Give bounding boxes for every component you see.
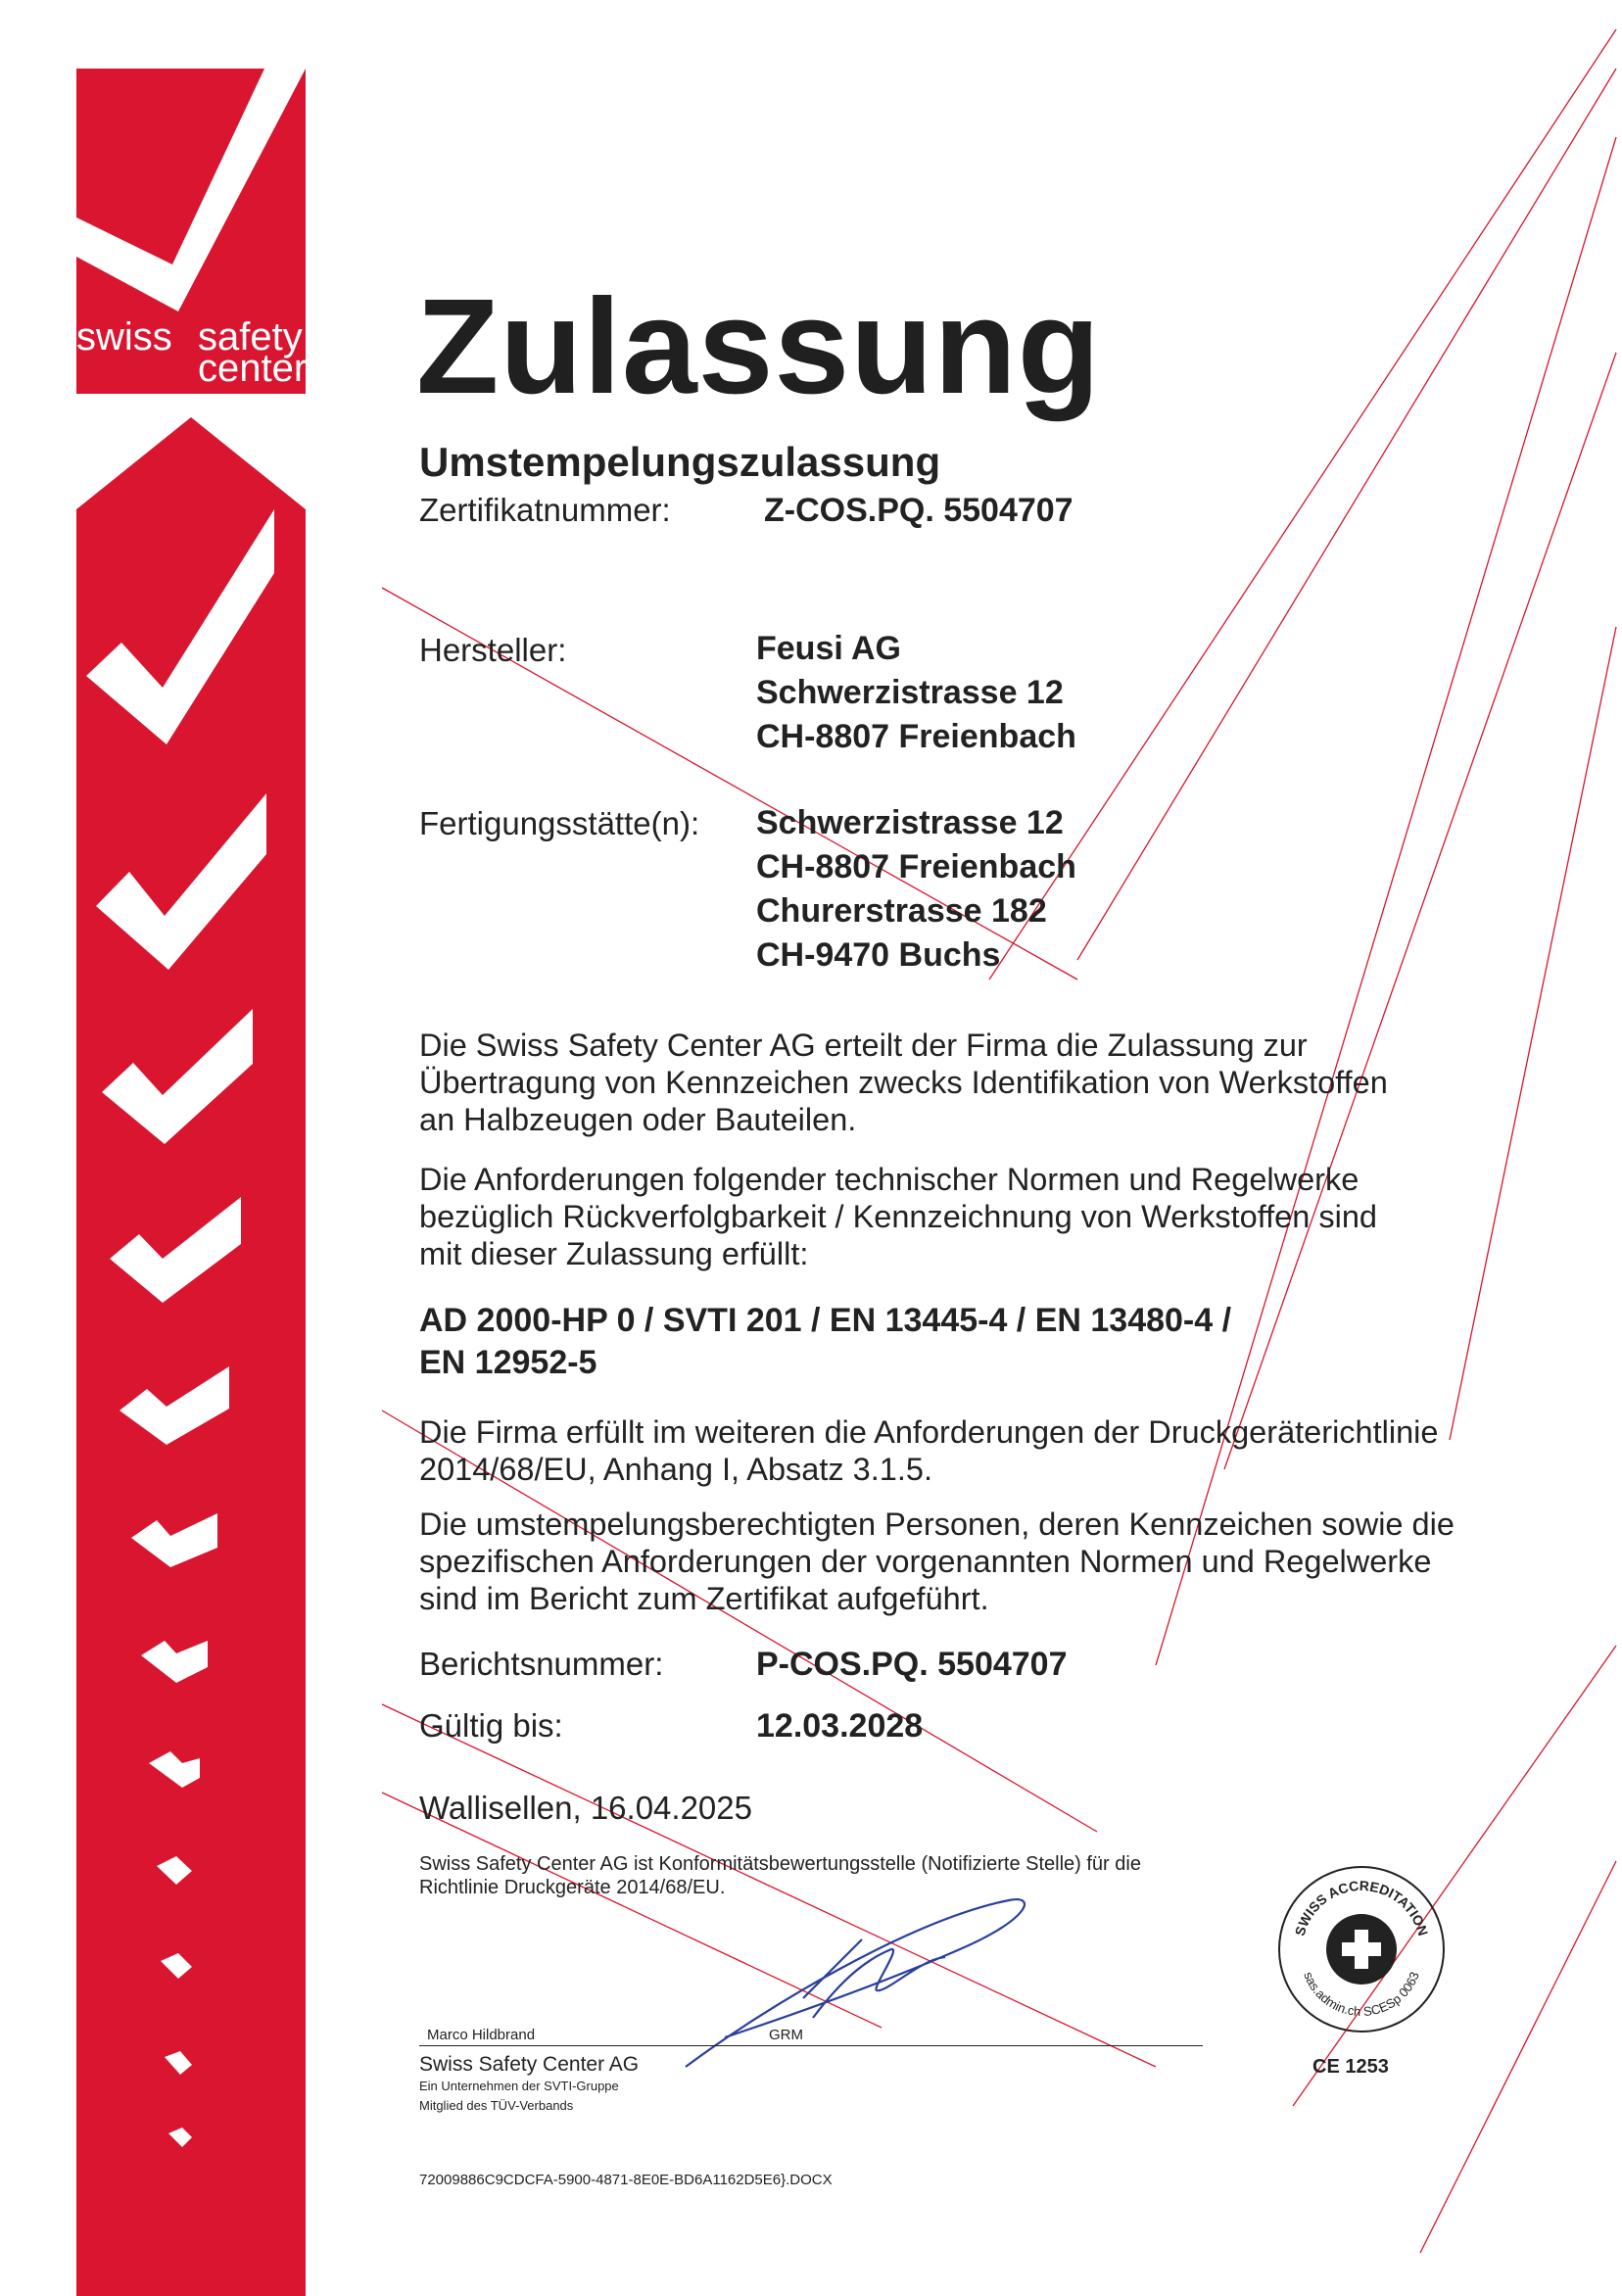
manufacturer-line: Feusi AG bbox=[756, 630, 901, 667]
manufacturer-address bbox=[756, 627, 1076, 759]
signature bbox=[666, 1881, 1058, 2077]
manufacturer-line: CH-8807 Freienbach bbox=[756, 718, 1076, 755]
report-number-label: Berichtsnummer: bbox=[419, 1646, 664, 1682]
sites-label: Fertigungsstätte(n): bbox=[419, 805, 700, 841]
place-and-date: Wallisellen, 16.04.2025 bbox=[419, 1790, 752, 1826]
signer-initials: GRM bbox=[769, 2027, 803, 2043]
company-name: Swiss Safety Center AG bbox=[419, 2053, 640, 2076]
cert-number-label: Zertifikatnummer: bbox=[419, 492, 671, 528]
paragraph-persons: Die umstempelungsberechtigten Personen, deren Kennzeichen sowie die spezifischen Anforderungen der vorgenannten Normen und Regelwerke sind im Bericht zum Zertifikat aufgeführt. bbox=[419, 1507, 1455, 1616]
file-reference: 72009886C9CDCFA-5900-4871-8E0E-BD6A1162D5E6}.DOCX bbox=[419, 2172, 833, 2188]
norms-line-1: AD 2000-HP 0 / SVTI 201 / EN 13445-4 / EN 13480-4 / bbox=[419, 1302, 1232, 1339]
logo-word-swiss: swiss bbox=[76, 315, 172, 359]
norms-list bbox=[419, 1300, 1231, 1384]
document-subtitle: Umstempelungszulassung bbox=[419, 439, 941, 485]
valid-until-label: Gültig bis: bbox=[419, 1707, 563, 1744]
document-title: Zulassung bbox=[416, 271, 1102, 422]
cert-number-value: Z-COS.PQ. 5504707 bbox=[764, 492, 1073, 529]
valid-until-value: 12.03.2028 bbox=[756, 1707, 924, 1745]
seal-top-text: SWISS ACCREDITATION bbox=[1291, 1877, 1432, 1938]
signer-name: Marco Hildbrand bbox=[427, 2027, 536, 2043]
seal-bottom-text: sas.admin.ch SCESp 0063 bbox=[1301, 1969, 1422, 2020]
manufacturer-label: Hersteller: bbox=[419, 632, 567, 668]
report-number-value: P-COS.PQ. 5504707 bbox=[756, 1646, 1068, 1683]
paragraph-pressure-directive: Die Firma erfüllt im weiteren die Anforderungen der Druckgeräterichtlinie 2014/68/EU, Anhang I, Absatz 3.1.5. bbox=[419, 1414, 1439, 1487]
site-line: CH-9470 Buchs bbox=[756, 936, 1001, 974]
site-line: Schwerzistrasse 12 bbox=[756, 804, 1064, 841]
norms-line-2: EN 12952-5 bbox=[419, 1344, 597, 1381]
sites-address bbox=[756, 801, 1076, 978]
ce-mark: CE 1253 bbox=[1312, 2056, 1389, 2078]
company-group: Ein Unternehmen der SVTI-Gruppe bbox=[419, 2079, 619, 2093]
logo-word-safety: safety bbox=[198, 315, 303, 359]
site-line: Churerstrasse 182 bbox=[756, 892, 1047, 930]
paragraph-approval: Die Swiss Safety Center AG erteilt der Firma die Zulassung zur Übertragung von Kennzeichen zwecks Identifikation von Werkstoffen an Halbzeugen oder Bauteilen. bbox=[419, 1028, 1388, 1137]
company-membership: Mitglied des TÜV-Verbands bbox=[419, 2098, 574, 2113]
signature-line bbox=[419, 2045, 1203, 2046]
accreditation-seal bbox=[1273, 1861, 1450, 2037]
site-line: CH-8807 Freienbach bbox=[756, 848, 1076, 885]
notified-body-note: Swiss Safety Center AG ist Konformitätsbewertungsstelle (Notifizierte Stelle) für die Richtlinie Druckgeräte 2014/68/EU. bbox=[419, 1853, 1141, 1898]
paragraph-requirements: Die Anforderungen folgender technischer Normen und Regelwerke bezüglich Rückverfolgbarkeit / Kennzeichnung von Werkstoffen sind mit dieser Zulassung erfüllt: bbox=[419, 1162, 1377, 1271]
logo-word-center: center bbox=[198, 347, 308, 390]
manufacturer-line: Schwerzistrasse 12 bbox=[756, 674, 1064, 711]
